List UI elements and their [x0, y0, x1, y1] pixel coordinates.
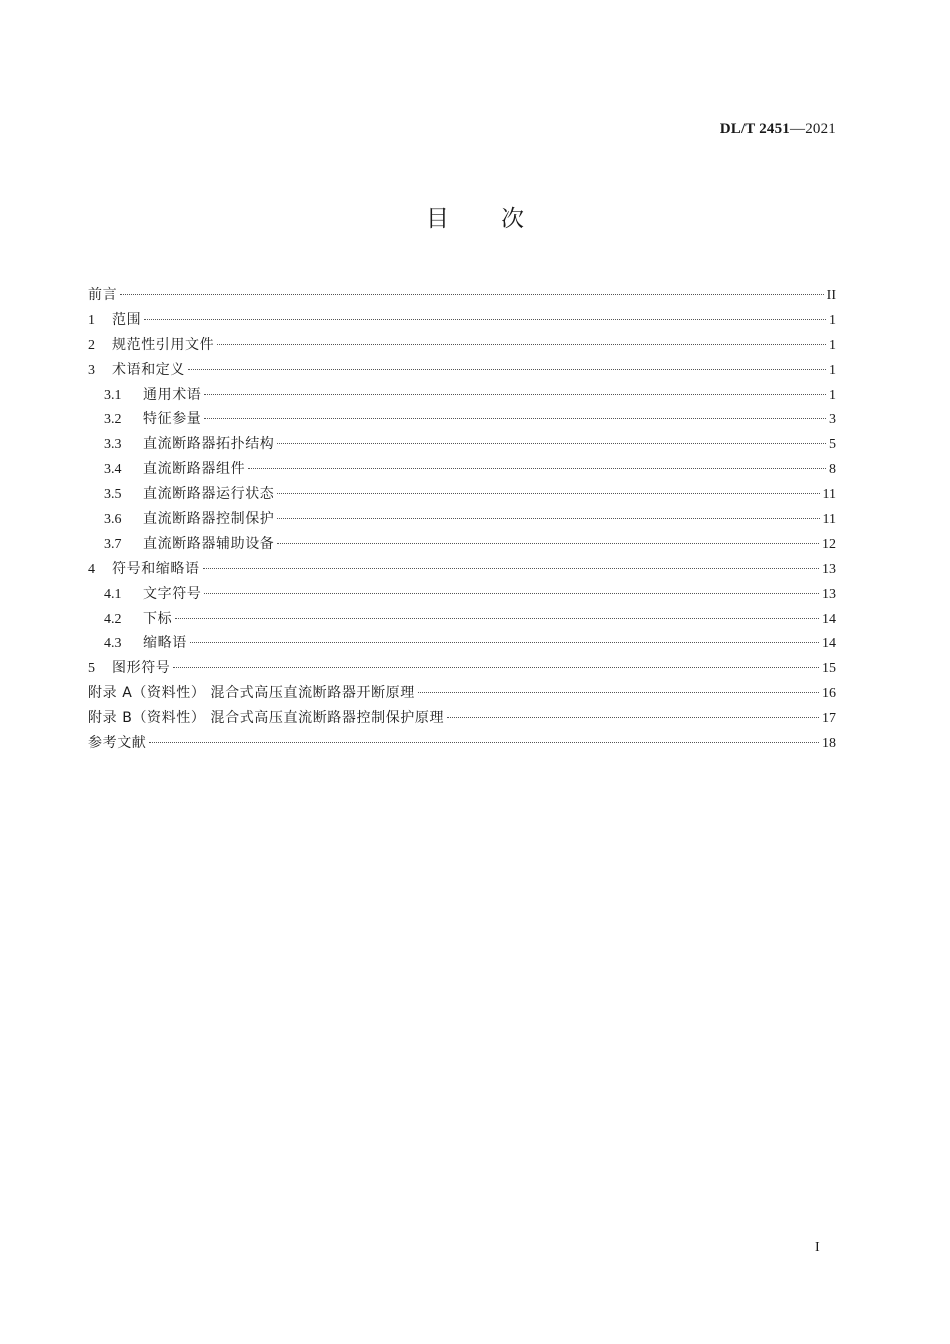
- toc-entry-page: 12: [822, 536, 836, 552]
- toc-entry-label: 直流断路器拓扑结构: [143, 436, 275, 453]
- toc-entry-label: 附录 B（资料性） 混合式高压直流断路器控制保护原理: [88, 710, 445, 727]
- toc-entry[interactable]: [88, 358, 836, 383]
- toc-entry-label: 文字符号: [143, 585, 202, 602]
- toc-dot-leader: [144, 319, 826, 320]
- toc-entry-label: 符号和缩略语: [112, 560, 200, 577]
- toc-dot-leader: [447, 717, 819, 718]
- toc-entry-label: 附录 A（资料性） 混合式高压直流断路器开断原理: [88, 685, 415, 702]
- toc-entry-page: 16: [822, 686, 836, 702]
- toc-dot-leader: [204, 593, 819, 594]
- toc-entry[interactable]: [88, 407, 836, 432]
- toc-entry[interactable]: [88, 532, 836, 557]
- toc-entry-page: 13: [822, 586, 836, 602]
- toc-entry-page: 15: [822, 661, 836, 677]
- toc-entry-number: 4.3: [104, 636, 122, 652]
- toc-entry[interactable]: [88, 681, 836, 706]
- toc-dot-leader: [175, 618, 819, 619]
- toc-entry[interactable]: [88, 557, 836, 582]
- toc-dot-leader: [248, 468, 826, 469]
- toc-dot-leader: [204, 418, 826, 419]
- toc-entry[interactable]: [88, 656, 836, 681]
- toc-entry[interactable]: [88, 432, 836, 457]
- toc-entry-page: 14: [822, 611, 836, 627]
- toc-entry-page: 14: [822, 636, 836, 652]
- toc-entry-page: 13: [822, 561, 836, 577]
- toc-entry[interactable]: [88, 631, 836, 656]
- toc-entry[interactable]: [88, 482, 836, 507]
- toc-entry-number: 3.2: [104, 412, 122, 428]
- toc-dot-leader: [190, 642, 819, 643]
- document-code: [720, 121, 836, 138]
- toc-entry-number: 3: [88, 362, 95, 378]
- toc-dot-leader: [217, 344, 826, 345]
- toc-entry-page: II: [826, 288, 836, 303]
- toc-dot-leader: [120, 294, 823, 295]
- toc-entry-label: 图形符号: [112, 660, 171, 677]
- toc-entry-page: 5: [829, 437, 836, 453]
- toc-entry-label: 直流断路器控制保护: [143, 511, 275, 528]
- toc-entry[interactable]: [88, 706, 836, 731]
- toc-entry-page: 11: [822, 487, 836, 503]
- toc-entry-label: 参考文献: [88, 735, 147, 752]
- toc-entry[interactable]: [88, 582, 836, 607]
- toc-entry[interactable]: [88, 457, 836, 482]
- toc-entry-page: 18: [822, 736, 836, 752]
- toc-entry-number: 4.2: [104, 611, 122, 627]
- toc-entry-label: 直流断路器辅助设备: [143, 535, 275, 552]
- toc-entry-number: 5: [88, 661, 95, 677]
- document-code-number: DL/T 2451: [719, 121, 790, 137]
- toc-entry[interactable]: [88, 383, 836, 408]
- toc-entry[interactable]: [88, 333, 836, 358]
- toc-entry-number: 1: [88, 312, 95, 328]
- toc-dot-leader: [277, 493, 819, 494]
- toc-dot-leader: [277, 443, 826, 444]
- toc-entry-number: 3.3: [104, 437, 122, 453]
- toc-dot-leader: [277, 543, 819, 544]
- toc-entry-page: 8: [829, 462, 836, 478]
- toc-entry-label: 缩略语: [143, 635, 187, 652]
- toc-entry-page: 11: [822, 512, 836, 528]
- toc-entry-label: 规范性引用文件: [112, 336, 215, 353]
- toc-entry-page: 1: [829, 362, 836, 378]
- toc-entry[interactable]: [88, 607, 836, 632]
- toc-entry-label: 直流断路器运行状态: [143, 486, 275, 503]
- toc-dot-leader: [188, 369, 826, 370]
- toc-entry-label: 前言: [88, 287, 118, 303]
- toc-entry[interactable]: [88, 507, 836, 532]
- page-number: I: [815, 1240, 820, 1255]
- page-title: 目次: [426, 206, 576, 232]
- toc-entry-page: 1: [829, 312, 836, 328]
- toc-entry-label: 直流断路器组件: [143, 461, 246, 478]
- toc-entry-number: 3.4: [104, 462, 122, 478]
- toc-entry-label: 范围: [112, 311, 142, 328]
- toc-dot-leader: [418, 692, 819, 693]
- toc-dot-leader: [149, 742, 819, 743]
- toc-entry-label: 下标: [143, 610, 173, 627]
- toc-entry-number: 4.1: [104, 586, 122, 602]
- toc-entry-page: 1: [829, 387, 836, 403]
- toc-entry-number: 2: [88, 337, 95, 353]
- toc-entry-number: 4: [88, 561, 95, 577]
- toc-dot-leader: [203, 568, 819, 569]
- toc-dot-leader: [173, 667, 819, 668]
- toc-entry-number: 3.1: [104, 387, 122, 403]
- table-of-contents: [88, 283, 836, 756]
- toc-entry[interactable]: [88, 283, 836, 308]
- toc-entry-page: 17: [822, 711, 836, 727]
- toc-dot-leader: [277, 518, 819, 519]
- toc-entry[interactable]: [88, 731, 836, 756]
- toc-entry-page: 1: [829, 337, 836, 353]
- document-code-year: —2021: [790, 121, 836, 137]
- toc-entry-label: 通用术语: [143, 386, 202, 403]
- toc-entry[interactable]: [88, 308, 836, 333]
- toc-entry-number: 3.7: [104, 536, 122, 552]
- toc-entry-label: 术语和定义: [112, 361, 185, 378]
- toc-entry-number: 3.6: [104, 512, 122, 528]
- toc-entry-page: 3: [829, 412, 836, 428]
- toc-entry-label: 特征参量: [143, 411, 202, 428]
- toc-entry-number: 3.5: [104, 487, 122, 503]
- toc-dot-leader: [204, 394, 826, 395]
